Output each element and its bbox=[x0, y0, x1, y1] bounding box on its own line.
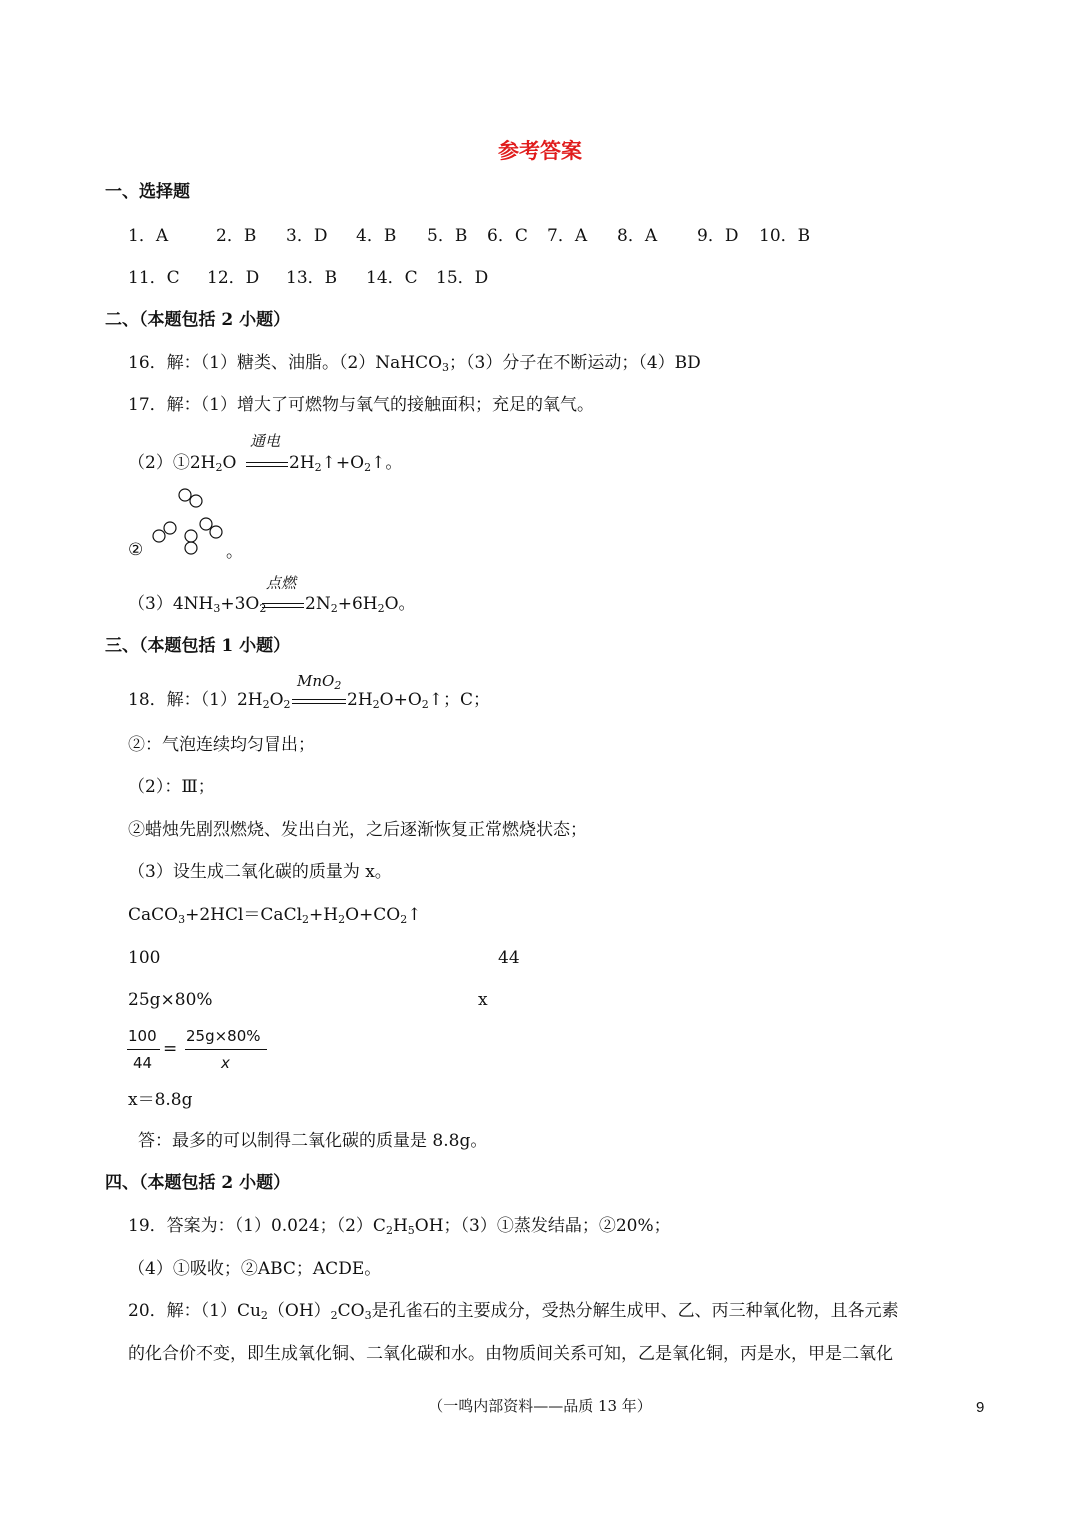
choice-answer: 9．D bbox=[697, 226, 739, 246]
calc-result: x＝8.8g bbox=[128, 1090, 193, 1110]
calc-value-left: 25g×80% bbox=[128, 990, 213, 1010]
answer-18-line: ②：气泡连续均匀冒出； bbox=[128, 735, 315, 755]
atom-circle bbox=[164, 522, 176, 534]
choice-answer: 2．B bbox=[216, 226, 257, 246]
fraction-denominator: 44 bbox=[133, 1054, 153, 1072]
page-title: 参考答案 bbox=[498, 138, 582, 163]
answer-17-1: 17．解：（1）增大了可燃物与氧气的接触面积；充足的氧气。 bbox=[128, 395, 594, 415]
equation-17-2-products: $2H_2↑+O_2↑$。 bbox=[289, 453, 403, 474]
choice-answer: 4．B bbox=[356, 226, 397, 246]
section-heading-3: 三、（本题包括 1 小题） bbox=[105, 636, 291, 656]
answer-18-line: ②蜡烛先剧烈燃烧、发出白光，之后逐渐恢复正常燃烧状态； bbox=[128, 820, 587, 840]
calc-molar-right: 44 bbox=[498, 948, 520, 968]
reaction-condition: 通电 bbox=[250, 432, 281, 450]
fraction-numerator: 25g×80% bbox=[186, 1027, 261, 1045]
atom-circle bbox=[179, 489, 191, 501]
atom-circle bbox=[200, 518, 212, 530]
equation-18: 18．解：$(1)2H_2O_2$ bbox=[128, 690, 291, 711]
molecule-diagram bbox=[150, 486, 230, 558]
choice-answer: 10．B bbox=[759, 226, 811, 246]
answer-18-line: （3）设生成二氧化碳的质量为 x。 bbox=[128, 862, 392, 882]
answer-19-1: 19．答案为：（1）0.024；$(2)C_2H_5OH$；（3）①蒸发结晶；②20%； bbox=[128, 1216, 671, 1237]
equation-17-3: $(3)4NH_3+3O_2$ bbox=[128, 594, 267, 615]
equation-18-products: $2H_2O+O_2↑$；C； bbox=[347, 690, 491, 711]
choice-answer: 15．D bbox=[436, 268, 489, 288]
section-heading-2: 二、（本题包括 2 小题） bbox=[105, 310, 291, 330]
equation-17-2: $(2)①2H_2O$ bbox=[128, 453, 237, 474]
atom-circle bbox=[185, 530, 197, 542]
fraction-bar bbox=[127, 1049, 160, 1050]
equals-bar bbox=[246, 462, 288, 467]
answer-19-2: （4）①吸收；②ABC；ACDE。 bbox=[128, 1259, 382, 1279]
calc-value-right: x bbox=[478, 990, 488, 1010]
choice-answer: 13．B bbox=[286, 268, 338, 288]
section-heading-1: 一、选择题 bbox=[105, 182, 190, 202]
atom-circle bbox=[153, 530, 165, 542]
marker-2: ② bbox=[128, 540, 144, 560]
reaction-condition: MnO$_2$ bbox=[297, 672, 342, 692]
answer-20-1: 20．解：$(1)Cu_2(OH)_2CO_3$是孔雀石的主要成分，受热分解生成甲、乙、丙三种氧化物，且各元素 bbox=[128, 1301, 899, 1322]
choice-answer: 8．A bbox=[617, 226, 658, 246]
answer-18-line: （2）：Ⅲ； bbox=[128, 777, 215, 797]
equals-bar bbox=[262, 603, 304, 608]
choice-answer: 1．A bbox=[128, 226, 169, 246]
equals-bar bbox=[292, 699, 346, 704]
choice-answer: 6．C bbox=[487, 226, 528, 246]
fraction-bar bbox=[185, 1049, 267, 1050]
reaction-condition: 点燃 bbox=[266, 574, 297, 592]
atom-circle bbox=[190, 495, 202, 507]
answer-16: 16．解：（1）糖类、油脂。（2）NaHCO$_3$；（3）分子在不断运动；（4）BD bbox=[128, 353, 701, 374]
choice-answer: 3．D bbox=[286, 226, 328, 246]
period-mark: 。 bbox=[226, 542, 243, 562]
fraction-numerator: 100 bbox=[128, 1027, 157, 1045]
atom-circle bbox=[185, 542, 197, 554]
choice-answer: 7．A bbox=[547, 226, 588, 246]
atom-circle bbox=[210, 526, 222, 538]
page-footer: （一鸣内部资料——品质 13 年） bbox=[428, 1397, 652, 1415]
calc-answer: 答：最多的可以制得二氧化碳的质量是 8.8g。 bbox=[138, 1131, 488, 1151]
choice-answer: 12．D bbox=[207, 268, 260, 288]
page-number: 9 bbox=[976, 1399, 985, 1416]
choice-answer: 11．C bbox=[128, 268, 180, 288]
section-heading-4: 四、（本题包括 2 小题） bbox=[105, 1173, 291, 1193]
calc-molar-left: 100 bbox=[128, 948, 161, 968]
fraction-equals: = bbox=[163, 1039, 178, 1059]
answer-20-2: 的化合价不变，即生成氧化铜、二氧化碳和水。由物质间关系可知，乙是氧化铜，丙是水，甲是二氧化 bbox=[128, 1344, 893, 1364]
choice-answer: 5．B bbox=[427, 226, 468, 246]
equation-17-3-products: $2N_2+6H_2O$。 bbox=[305, 594, 416, 615]
calc-equation: $CaCO_3+2HCl=CaCl_2+H_2O+CO_2↑$ bbox=[128, 905, 422, 926]
choice-answer: 14．C bbox=[366, 268, 418, 288]
fraction-denominator: x bbox=[221, 1054, 230, 1072]
